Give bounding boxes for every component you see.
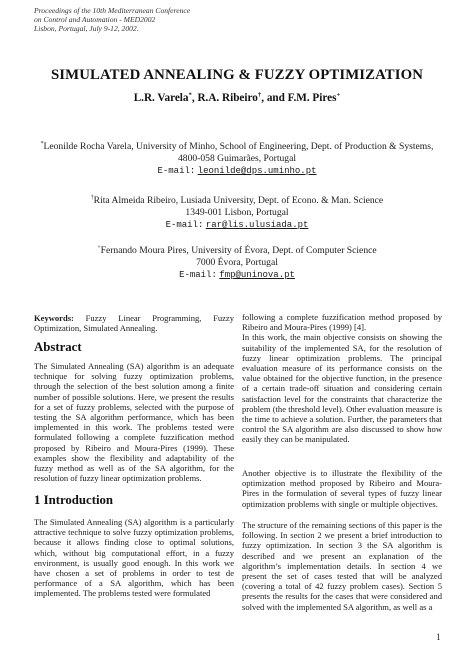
abstract-body (34, 361, 234, 483)
email-label: E-mail: (157, 166, 196, 176)
email-label: E-mail: (179, 270, 217, 280)
author-line (0, 92, 474, 104)
email-link[interactable]: fmp@uninova.pt (219, 270, 295, 280)
affiliation-block (30, 195, 444, 231)
affiliation-address: 1349-001 Lisbon, Portugal (185, 207, 289, 218)
conference-header-line: Proceedings of the 10th Mediterranean Conference (34, 6, 191, 15)
right-column-block-2 (242, 468, 442, 509)
conference-header (34, 6, 274, 34)
page-number: 1 (436, 632, 441, 642)
affiliation-email (30, 165, 444, 177)
introduction-body (34, 517, 234, 599)
email-link[interactable]: leonilde@dps.uminho.pt (197, 166, 317, 176)
body-paragraph: following a complete fuzzification method proposed by Ribeiro and Moura-Pires (1999) [4]. (242, 312, 442, 333)
introduction-heading: 1 Introduction (34, 493, 114, 507)
affiliation-line: †Rita Almeida Ribeiro, Lusiada University, Dept. of Econo. & Man. Science (90, 194, 384, 206)
affiliation-address: 7000 Évora, Portugal (196, 257, 278, 268)
author-separator: , and (261, 92, 288, 104)
paper-title: SIMULATED ANNEALING & FUZZY OPTIMIZATION (50, 67, 424, 83)
conference-header-line: on Control and Automation - MED2002 (34, 15, 156, 25)
affiliation-line: *Leonilde Rocha Varela, University of Minho, School of Engineering, Dept. of Production & Systems, (40, 140, 434, 152)
author-name: F.M. Pires (287, 92, 337, 104)
email-link[interactable]: rar@lis.ulusiada.pt (205, 220, 309, 230)
body-paragraph: The structure of the remaining sections of this paper is the following. In section 2 we present a brief introduction to fuzzy optimization. In section 3 the SA algorithm is described and we present an explanation of the algorithm’s implementation details. In section 4 we present the set of cases tested that will be analyzed (covering a total of 42 fuzzy problem cases). Section 5 presents the results for the cases that were considered and solved with the implemented SA algorithm, as well as a (242, 520, 442, 612)
abstract-heading: Abstract (34, 340, 82, 354)
affiliation-mark: † (90, 194, 94, 201)
affiliation-block (30, 141, 444, 177)
affiliation-address: 4800-058 Guimarães, Portugal (177, 153, 297, 164)
body-paragraph: In this work, the main objective consists on showing the suitability of the implemented SA, for the resolution of fuzzy linear optimization problems. The principal evaluation measure of its performance consists on the value obtained for the objective function, in the presence of a certain trade-off situation and considering certain satisfaction level for the constraints that characterize the problem (the threshold level). Other evaluation measure is the time to achieve a solution. Further, the parameters that control the SA algorithm are also discussed to show how easily they can be manipulated. (242, 332, 442, 445)
body-paragraph: Another objective is to illustrate the flexibility of the optimization method proposed by Ribeiro and Moura-Pires in the formulation of several types of fuzzy linear optimization problems with single or multiple objectives. (242, 468, 442, 509)
affiliation-email (30, 219, 444, 231)
author-footnote-mark: † (257, 91, 262, 99)
author-footnote-mark: * (188, 91, 192, 99)
email-label: E-mail: (165, 220, 204, 230)
author-footnote-mark: + (336, 91, 341, 99)
affiliation-mark: + (97, 244, 101, 251)
author-name: R.A. Ribeiro (197, 92, 258, 104)
affiliation-block (30, 245, 444, 281)
abstract-paragraph: The Simulated Annealing (SA) algorithm is an adequate technique for solving fuzzy optimization problems, through the selection of the best solution among a finite number of possible solutions. Here, we present the results for a set of fuzzy problems, selected with the purpose of testing the SA algorithm performance, which has been implemented in this work. The problems tested were formulated following a complete fuzzification method proposed by Ribeiro and Moura-Pires (1999). These examples show the flexibility and adaptability of the fuzzy method as well as of the SA algorithm, for the resolution of fuzzy linear optimization problems. (34, 361, 234, 484)
conference-header-line: Lisbon, Portugal, July 9-12, 2002. (34, 24, 139, 34)
affiliation-mark: * (40, 140, 44, 147)
keywords (34, 313, 234, 333)
introduction-paragraph: The Simulated Annealing (SA) algorithm is a particularly attractive technique to solve fuzzy optimization problems, because it allows finding close to optimal solutions, which, without big computational effort, in a fuzzy environment, is usually good enough. In this work we have chosen a set of problems in order to test de performance of a SA algorithm, which has been implemented. The problems tested were formulated (34, 517, 234, 599)
author-separator: , (191, 92, 198, 104)
affiliation-line: +Fernando Moura Pires, University of Évora, Dept. of Computer Science (97, 244, 377, 256)
keywords-text: Fuzzy Linear Programming, Fuzzy Optimization, Simulated Annealing. (34, 313, 234, 334)
keywords-label: Keywords: (34, 313, 74, 323)
author-name: L.R. Varela (133, 92, 189, 104)
right-column-block-1 (242, 312, 442, 445)
affiliation-email (30, 269, 444, 281)
right-column-block-3 (242, 520, 442, 612)
